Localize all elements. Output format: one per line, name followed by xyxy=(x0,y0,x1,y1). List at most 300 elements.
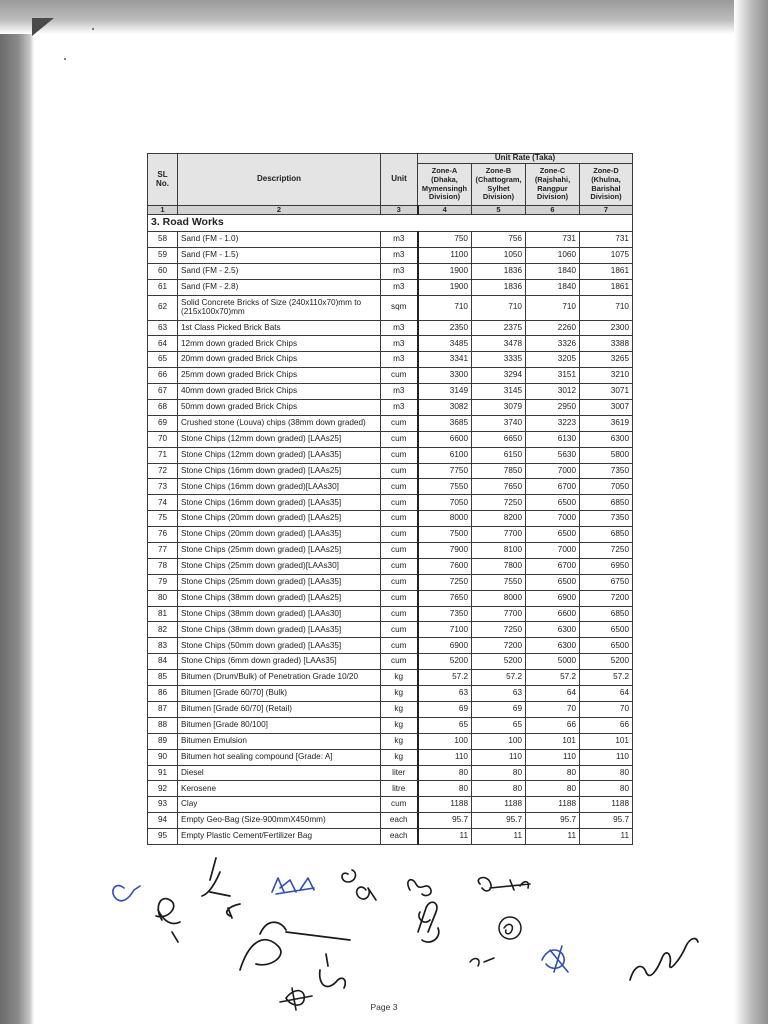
rate-zone-d: 6500 xyxy=(580,638,633,654)
table-row xyxy=(148,279,633,295)
table-row xyxy=(148,606,633,622)
table-row xyxy=(148,384,633,400)
rate-zone-c: 2950 xyxy=(526,400,580,416)
rate-zone-d: 6850 xyxy=(580,527,633,543)
table-row xyxy=(148,622,633,638)
rate-zone-d: 7250 xyxy=(580,543,633,559)
item-description: 25mm down graded Brick Chips xyxy=(178,368,381,384)
rate-zone-c: 80 xyxy=(526,765,580,781)
rate-zone-b: 3145 xyxy=(472,384,526,400)
rate-zone-d: 6850 xyxy=(580,606,633,622)
rate-zone-c: 6900 xyxy=(526,590,580,606)
rate-zone-d: 6950 xyxy=(580,558,633,574)
item-description: Sand (FM - 2.8) xyxy=(178,279,381,295)
table-row xyxy=(148,232,633,248)
table-row xyxy=(148,463,633,479)
rate-table xyxy=(147,153,633,845)
rate-zone-a: 710 xyxy=(418,295,472,320)
rate-zone-a: 3685 xyxy=(418,415,472,431)
item-description: Stone Chips (50mm down graded) [LAAs35] xyxy=(178,638,381,654)
rate-zone-b: 65 xyxy=(472,717,526,733)
rate-zone-d: 3007 xyxy=(580,400,633,416)
rate-zone-a: 1100 xyxy=(418,247,472,263)
page-number: Page 3 xyxy=(370,1002,398,1012)
header-unit-rate: Unit Rate (Taka) xyxy=(418,154,633,164)
item-description: Stone Chips (16mm down graded) [LAAs25] xyxy=(178,463,381,479)
item-description: Stone Chips (16mm down graded)[LAAs30] xyxy=(178,479,381,495)
rate-zone-b: 1836 xyxy=(472,279,526,295)
item-description: Bitumen [Grade 60/70] (Bulk) xyxy=(178,686,381,702)
item-unit: cum xyxy=(381,558,418,574)
rate-zone-d: 5200 xyxy=(580,654,633,670)
rate-zone-b: 756 xyxy=(472,232,526,248)
rate-zone-d: 80 xyxy=(580,781,633,797)
rate-zone-a: 100 xyxy=(418,733,472,749)
signature-11 xyxy=(542,946,568,972)
rate-zone-d: 3619 xyxy=(580,415,633,431)
signature-13 xyxy=(320,954,346,988)
rate-zone-b: 7250 xyxy=(472,495,526,511)
rate-zone-d: 95.7 xyxy=(580,813,633,829)
item-description: Sand (FM - 1.5) xyxy=(178,247,381,263)
rate-zone-a: 65 xyxy=(418,717,472,733)
item-description: Stone Chips (25mm down graded) [LAAs35] xyxy=(178,574,381,590)
rate-zone-a: 57.2 xyxy=(418,670,472,686)
rate-zone-a: 7600 xyxy=(418,558,472,574)
item-unit: cum xyxy=(381,447,418,463)
item-description: Stone Chips (20mm down graded) [LAAs25] xyxy=(178,511,381,527)
rate-zone-a: 3485 xyxy=(418,336,472,352)
rate-zone-b: 6650 xyxy=(472,431,526,447)
rate-zone-a: 1188 xyxy=(418,797,472,813)
sl-number: 80 xyxy=(148,590,178,606)
item-description: Stone Chips (20mm down graded) [LAAs35] xyxy=(178,527,381,543)
rate-zone-c: 5630 xyxy=(526,447,580,463)
rate-zone-c: 6700 xyxy=(526,558,580,574)
speck xyxy=(64,58,66,60)
rate-zone-c: 3012 xyxy=(526,384,580,400)
rate-zone-d: 7350 xyxy=(580,511,633,527)
rate-zone-c: 1840 xyxy=(526,279,580,295)
table-row xyxy=(148,813,633,829)
table-row xyxy=(148,829,633,845)
item-unit: cum xyxy=(381,431,418,447)
column-number: 5 xyxy=(472,206,526,215)
item-unit: kg xyxy=(381,686,418,702)
rate-zone-a: 11 xyxy=(418,829,472,845)
speck xyxy=(92,28,94,30)
sl-number: 65 xyxy=(148,352,178,368)
rate-zone-c: 57.2 xyxy=(526,670,580,686)
rate-zone-a: 110 xyxy=(418,749,472,765)
table-row xyxy=(148,765,633,781)
rate-zone-c: 101 xyxy=(526,733,580,749)
rate-zone-d: 1861 xyxy=(580,263,633,279)
rate-zone-c: 6500 xyxy=(526,527,580,543)
rate-zone-b: 8100 xyxy=(472,543,526,559)
rate-zone-c: 110 xyxy=(526,749,580,765)
item-description: Stone Chips (38mm down graded) [LAAs25] xyxy=(178,590,381,606)
header-description: Description xyxy=(178,154,381,206)
rate-zone-c: 5000 xyxy=(526,654,580,670)
header-sl-no: SL No. xyxy=(148,154,178,206)
item-unit: m3 xyxy=(381,384,418,400)
rate-zone-c: 64 xyxy=(526,686,580,702)
section-title: 3. Road Works xyxy=(148,215,633,232)
table-row xyxy=(148,574,633,590)
rate-zone-c: 7000 xyxy=(526,543,580,559)
rate-zone-d: 6750 xyxy=(580,574,633,590)
rate-zone-d: 7050 xyxy=(580,479,633,495)
item-description: Sand (FM - 2.5) xyxy=(178,263,381,279)
rate-zone-d: 1188 xyxy=(580,797,633,813)
sl-number: 95 xyxy=(148,829,178,845)
item-description: Clay xyxy=(178,797,381,813)
rate-zone-c: 3223 xyxy=(526,415,580,431)
column-number: 4 xyxy=(418,206,472,215)
sl-number: 77 xyxy=(148,543,178,559)
rate-zone-b: 710 xyxy=(472,295,526,320)
rate-zone-c: 3205 xyxy=(526,352,580,368)
rate-zone-b: 63 xyxy=(472,686,526,702)
rate-zone-a: 3341 xyxy=(418,352,472,368)
item-unit: cum xyxy=(381,463,418,479)
sl-number: 91 xyxy=(148,765,178,781)
item-description: Empty Plastic Cement/Fertilizer Bag xyxy=(178,829,381,845)
header-zone-c: Zone-C (Rajshahi, Rangpur Division) xyxy=(526,164,580,206)
rate-zone-a: 7250 xyxy=(418,574,472,590)
rate-zone-b: 6150 xyxy=(472,447,526,463)
rate-zone-b: 80 xyxy=(472,781,526,797)
rate-zone-d: 70 xyxy=(580,701,633,717)
sl-number: 87 xyxy=(148,701,178,717)
rate-zone-d: 3265 xyxy=(580,352,633,368)
item-description: Bitumen hot sealing compound [Grade: A] xyxy=(178,749,381,765)
signature-7 xyxy=(478,878,530,891)
table-row xyxy=(148,749,633,765)
rate-zone-d: 6300 xyxy=(580,431,633,447)
table-row xyxy=(148,415,633,431)
item-unit: m3 xyxy=(381,279,418,295)
rate-zone-d: 64 xyxy=(580,686,633,702)
item-unit: sqm xyxy=(381,295,418,320)
item-description: Stone Chips (16mm down graded) [LAAs35] xyxy=(178,495,381,511)
item-unit: m3 xyxy=(381,320,418,336)
rate-zone-d: 80 xyxy=(580,765,633,781)
column-number-row xyxy=(148,206,633,215)
table-row xyxy=(148,479,633,495)
rate-zone-d: 2300 xyxy=(580,320,633,336)
rate-zone-b: 1050 xyxy=(472,247,526,263)
item-description: Stone Chips (25mm down graded) [LAAs25] xyxy=(178,543,381,559)
rate-zone-c: 6600 xyxy=(526,606,580,622)
sl-number: 85 xyxy=(148,670,178,686)
table-row xyxy=(148,797,633,813)
rate-zone-d: 6850 xyxy=(580,495,633,511)
item-unit: m3 xyxy=(381,232,418,248)
sl-number: 60 xyxy=(148,263,178,279)
sl-number: 74 xyxy=(148,495,178,511)
rate-zone-c: 6500 xyxy=(526,495,580,511)
rate-zone-c: 3326 xyxy=(526,336,580,352)
table-row xyxy=(148,431,633,447)
rate-zone-b: 57.2 xyxy=(472,670,526,686)
sl-number: 76 xyxy=(148,527,178,543)
item-unit: kg xyxy=(381,733,418,749)
scan-shadow-left xyxy=(0,0,34,1024)
rate-zone-a: 3300 xyxy=(418,368,472,384)
signatures xyxy=(90,850,720,1020)
sl-number: 70 xyxy=(148,431,178,447)
rate-zone-c: 1840 xyxy=(526,263,580,279)
rate-zone-d: 3071 xyxy=(580,384,633,400)
rate-zone-a: 6900 xyxy=(418,638,472,654)
header-zone-b: Zone-B (Chattogram, Sylhet Division) xyxy=(472,164,526,206)
sl-number: 93 xyxy=(148,797,178,813)
table-row xyxy=(148,638,633,654)
sl-number: 89 xyxy=(148,733,178,749)
table-row xyxy=(148,263,633,279)
item-description: Bitumen (Drum/Bulk) of Penetration Grade 10/20 xyxy=(178,670,381,686)
rate-zone-b: 3079 xyxy=(472,400,526,416)
item-description: Stone Chips (12mm down graded) [LAAs25] xyxy=(178,431,381,447)
rate-zone-d: 57.2 xyxy=(580,670,633,686)
item-description: Stone Chips (38mm down graded) [LAAs35] xyxy=(178,622,381,638)
signature-2 xyxy=(156,899,180,942)
item-unit: cum xyxy=(381,368,418,384)
sl-number: 73 xyxy=(148,479,178,495)
rate-zone-a: 7350 xyxy=(418,606,472,622)
rate-zone-b: 11 xyxy=(472,829,526,845)
rate-zone-d: 11 xyxy=(580,829,633,845)
signature-1 xyxy=(113,886,140,901)
table-row xyxy=(148,511,633,527)
item-unit: cum xyxy=(381,543,418,559)
sl-number: 68 xyxy=(148,400,178,416)
rate-zone-c: 11 xyxy=(526,829,580,845)
table-row xyxy=(148,368,633,384)
rate-zone-a: 1900 xyxy=(418,263,472,279)
rate-zone-a: 750 xyxy=(418,232,472,248)
sl-number: 58 xyxy=(148,232,178,248)
rate-zone-c: 2260 xyxy=(526,320,580,336)
rate-zone-c: 66 xyxy=(526,717,580,733)
item-description: Empty Geo-Bag (Size-900mmX450mm) xyxy=(178,813,381,829)
sl-number: 83 xyxy=(148,638,178,654)
sl-number: 86 xyxy=(148,686,178,702)
table-row xyxy=(148,495,633,511)
sl-number: 71 xyxy=(148,447,178,463)
table-row xyxy=(148,558,633,574)
item-unit: m3 xyxy=(381,352,418,368)
rate-zone-b: 100 xyxy=(472,733,526,749)
item-unit: cum xyxy=(381,654,418,670)
table-row xyxy=(148,400,633,416)
rate-zone-b: 7800 xyxy=(472,558,526,574)
header-zone-a: Zone-A (Dhaka, Mymensingh Division) xyxy=(418,164,472,206)
sl-number: 61 xyxy=(148,279,178,295)
rate-zone-b: 7700 xyxy=(472,606,526,622)
sl-number: 72 xyxy=(148,463,178,479)
rate-zone-b: 3294 xyxy=(472,368,526,384)
sl-number: 75 xyxy=(148,511,178,527)
rate-zone-c: 70 xyxy=(526,701,580,717)
sl-number: 67 xyxy=(148,384,178,400)
sl-number: 90 xyxy=(148,749,178,765)
rate-zone-a: 80 xyxy=(418,781,472,797)
item-unit: cum xyxy=(381,606,418,622)
sl-number: 82 xyxy=(148,622,178,638)
header-unit: Unit xyxy=(381,154,418,206)
rate-zone-b: 7550 xyxy=(472,574,526,590)
rate-zone-c: 731 xyxy=(526,232,580,248)
rate-zone-a: 7750 xyxy=(418,463,472,479)
rate-zone-b: 3335 xyxy=(472,352,526,368)
column-number: 2 xyxy=(178,206,381,215)
rate-zone-a: 8000 xyxy=(418,511,472,527)
item-unit: cum xyxy=(381,527,418,543)
item-unit: cum xyxy=(381,590,418,606)
sl-number: 64 xyxy=(148,336,178,352)
signature-4 xyxy=(272,878,314,894)
signature-8 xyxy=(240,922,350,970)
table-row xyxy=(148,527,633,543)
rate-zone-c: 80 xyxy=(526,781,580,797)
item-unit: kg xyxy=(381,749,418,765)
table-row xyxy=(148,590,633,606)
rate-zone-d: 7200 xyxy=(580,590,633,606)
table-row xyxy=(148,670,633,686)
signature-12 xyxy=(630,939,698,980)
rate-zone-c: 95.7 xyxy=(526,813,580,829)
rate-zone-a: 7500 xyxy=(418,527,472,543)
item-description: Stone Chips (25mm down graded)[LAAs30] xyxy=(178,558,381,574)
rate-zone-c: 6300 xyxy=(526,638,580,654)
item-unit: m3 xyxy=(381,247,418,263)
rate-zone-a: 3082 xyxy=(418,400,472,416)
sl-number: 62 xyxy=(148,295,178,320)
table-row xyxy=(148,295,633,320)
signature-6 xyxy=(408,880,431,922)
table-row xyxy=(148,247,633,263)
rate-zone-d: 3210 xyxy=(580,368,633,384)
rate-zone-d: 731 xyxy=(580,232,633,248)
rate-zone-d: 6500 xyxy=(580,622,633,638)
sl-number: 88 xyxy=(148,717,178,733)
signature-14 xyxy=(470,958,494,966)
rate-zone-d: 5800 xyxy=(580,447,633,463)
rate-zone-a: 6100 xyxy=(418,447,472,463)
table-body xyxy=(148,206,633,845)
page-curl xyxy=(32,18,54,36)
rate-zone-c: 6500 xyxy=(526,574,580,590)
section-row xyxy=(148,215,633,232)
rate-zone-b: 8000 xyxy=(472,590,526,606)
rate-zone-c: 6130 xyxy=(526,431,580,447)
rate-zone-c: 7000 xyxy=(526,511,580,527)
table-row xyxy=(148,686,633,702)
item-description: 12mm down graded Brick Chips xyxy=(178,336,381,352)
item-description: 40mm down graded Brick Chips xyxy=(178,384,381,400)
table-row xyxy=(148,781,633,797)
rate-zone-a: 95.7 xyxy=(418,813,472,829)
rate-zone-b: 3478 xyxy=(472,336,526,352)
rate-zone-c: 7000 xyxy=(526,463,580,479)
rate-zone-a: 6600 xyxy=(418,431,472,447)
sl-number: 81 xyxy=(148,606,178,622)
rate-zone-b: 69 xyxy=(472,701,526,717)
sl-number: 84 xyxy=(148,654,178,670)
item-description: 1st Class Picked Brick Bats xyxy=(178,320,381,336)
rate-zone-d: 1861 xyxy=(580,279,633,295)
column-number: 6 xyxy=(526,206,580,215)
rate-zone-b: 7850 xyxy=(472,463,526,479)
item-description: Diesel xyxy=(178,765,381,781)
rate-zone-b: 7250 xyxy=(472,622,526,638)
item-unit: cum xyxy=(381,495,418,511)
item-unit: each xyxy=(381,829,418,845)
item-description: Sand (FM - 1.0) xyxy=(178,232,381,248)
item-description: Kerosene xyxy=(178,781,381,797)
item-unit: litre xyxy=(381,781,418,797)
item-unit: m3 xyxy=(381,336,418,352)
rate-zone-a: 80 xyxy=(418,765,472,781)
rate-zone-d: 110 xyxy=(580,749,633,765)
item-description: Solid Concrete Bricks of Size (240x110x70)mm to (215x100x70)mm xyxy=(178,295,381,320)
item-unit: cum xyxy=(381,638,418,654)
table-row xyxy=(148,352,633,368)
table-row xyxy=(148,320,633,336)
item-description: 20mm down graded Brick Chips xyxy=(178,352,381,368)
item-description: Crushed stone (Louva) chips (38mm down graded) xyxy=(178,415,381,431)
rate-zone-a: 5200 xyxy=(418,654,472,670)
header-zone-d: Zone-D (Khulna, Barishal Division) xyxy=(580,164,633,206)
rate-zone-d: 3388 xyxy=(580,336,633,352)
rate-zone-b: 3740 xyxy=(472,415,526,431)
rate-zone-b: 80 xyxy=(472,765,526,781)
rate-zone-a: 7550 xyxy=(418,479,472,495)
rate-zone-c: 710 xyxy=(526,295,580,320)
rate-zone-b: 2375 xyxy=(472,320,526,336)
rate-zone-b: 7650 xyxy=(472,479,526,495)
rate-zone-d: 710 xyxy=(580,295,633,320)
table-row xyxy=(148,717,633,733)
column-number: 7 xyxy=(580,206,633,215)
rate-zone-a: 2350 xyxy=(418,320,472,336)
item-description: Bitumen Emulsion xyxy=(178,733,381,749)
item-unit: cum xyxy=(381,479,418,495)
sl-number: 92 xyxy=(148,781,178,797)
rate-zone-a: 63 xyxy=(418,686,472,702)
rate-zone-c: 1060 xyxy=(526,247,580,263)
sl-number: 94 xyxy=(148,813,178,829)
rate-zone-a: 7650 xyxy=(418,590,472,606)
sl-number: 66 xyxy=(148,368,178,384)
item-unit: m3 xyxy=(381,400,418,416)
rate-zone-d: 1075 xyxy=(580,247,633,263)
sl-number: 59 xyxy=(148,247,178,263)
table-row xyxy=(148,733,633,749)
item-description: Bitumen [Grade 60/70] (Retail) xyxy=(178,701,381,717)
table-row xyxy=(148,701,633,717)
rate-zone-d: 66 xyxy=(580,717,633,733)
signature-10 xyxy=(499,917,521,939)
item-description: 50mm down graded Brick Chips xyxy=(178,400,381,416)
rate-zone-a: 7050 xyxy=(418,495,472,511)
item-unit: cum xyxy=(381,511,418,527)
rate-zone-c: 6700 xyxy=(526,479,580,495)
item-description: Stone Chips (12mm down graded) [LAAs35] xyxy=(178,447,381,463)
